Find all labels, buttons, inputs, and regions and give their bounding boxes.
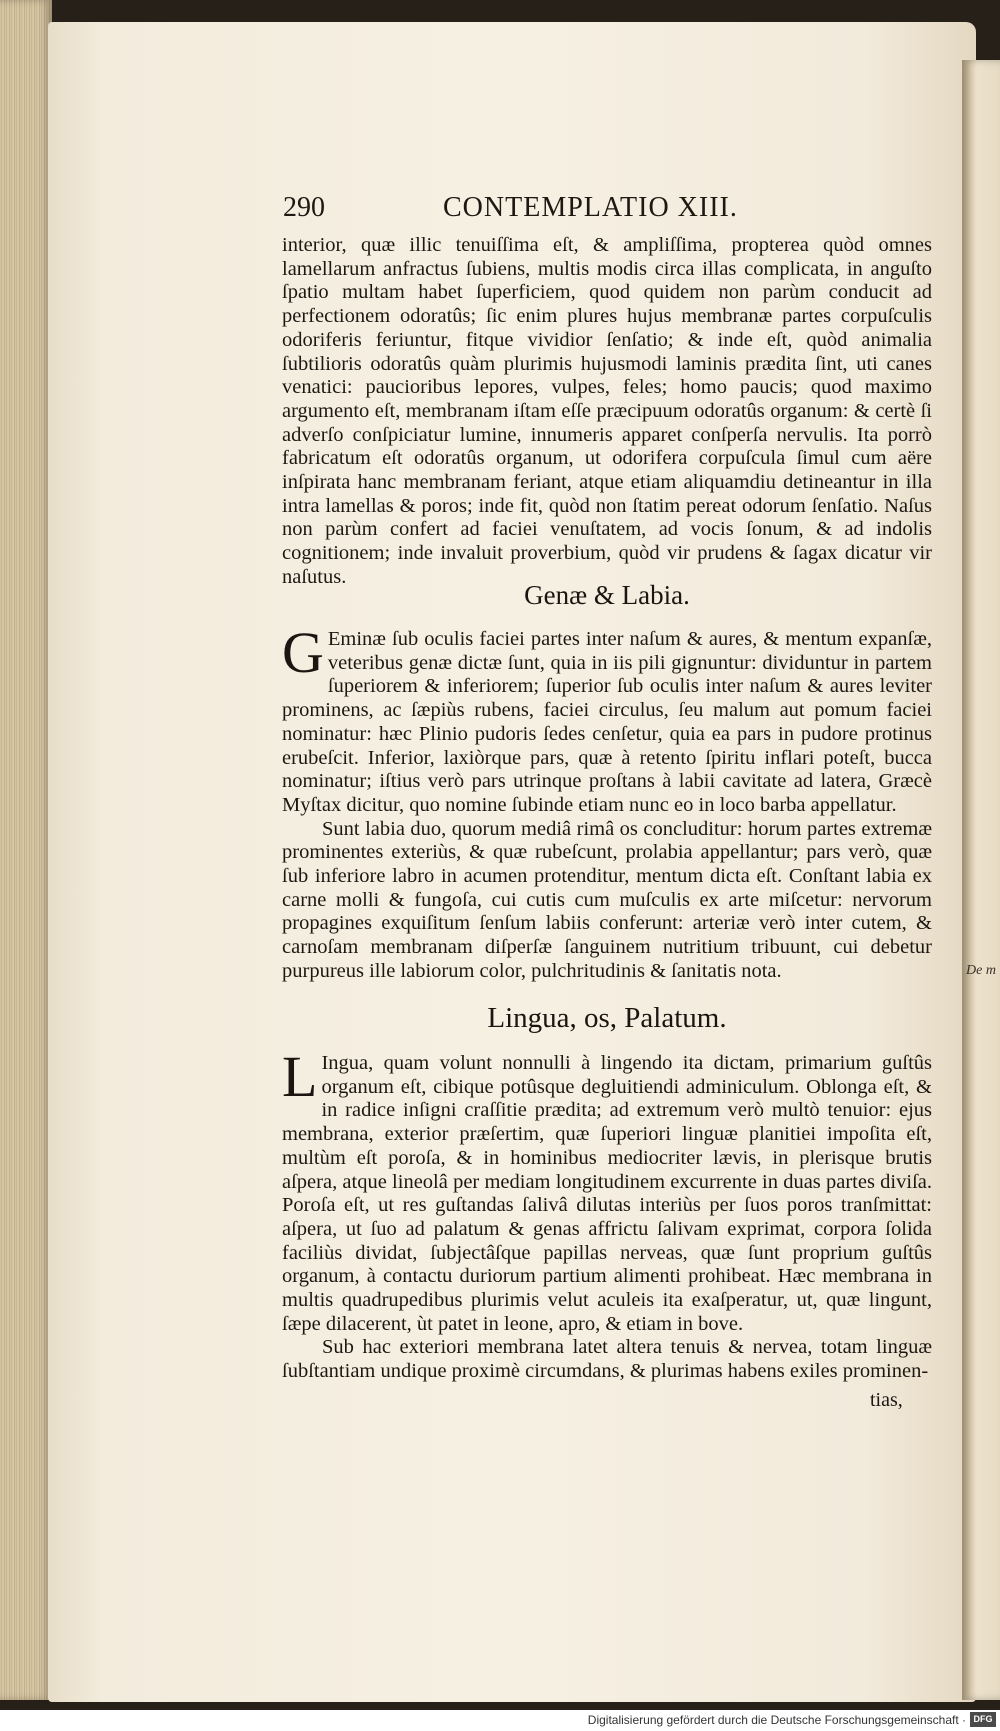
paragraph: Sunt labia duo, quorum mediâ rimâ os concluditur: horum partes extremæ prominentes exteriùs, & quæ rubeſcunt, prolabia appellantur; pars verò, quæ ſub inferiore labro in acumen protenditur, mentum dicta eſt. Conſtant labia ex carne molli & fungoſa, cui cutis cum muſculis ex arte miſcetur: nervorum propagines exquiſitum ſenſum labiis conferunt: arteriæ verò inter cutem, & carnoſam membranam diſperſæ ſanguinem nutritium tribuunt, cui debetur purpureus ille labiorum color, pulchritudinis & ſanitatis nota.	[282, 817, 932, 982]
paragraph-text: Ingua, quam volunt nonnulli à lingendo ita dictam, primarium guſtûs organum eſt, cibique potûsque degluitiendi adminiculum. Oblonga eſt, & in radice inſigni craſſitie prædita; ad extremum verò multò tenuior: ejus membrana, exterior præſertim, quæ ſuperiori linguæ planitiei impoſita eſt, multùm eſt poroſa, & in hominibus mediocriter lævis, in plerisque brutis aſpera, atque lineolâ per mediam longitudinem excurrente in duas partes diviſa. Poroſa eſt, ut res guſtandas ſalivâ dilutas interiùs per ſuos poros tranſmittat: aſpera, ut ſuo ad palatum & genas affrictu ſalivam exprimat, corpora ſolida faciliùs dividat, ſubjectâſque papillas nerveas, quæ ſunt proprium guſtûs organum, à contactu duriorum partium alimenti prohibeat. Hæc membrana in multis quadrupedibus plurimis velut aculeis ita exaſperatur, ut, quæ lingunt, ſæpe dilacerent, ùt patet in leone, apro, & etiam in bove.	[282, 1052, 932, 1335]
drop-cap: L	[282, 1044, 318, 1109]
section-heading-cheeks-lips: Genæ & Labia.	[524, 580, 690, 610]
page-number: 290	[283, 192, 325, 223]
adjacent-page-fragment: De m	[966, 963, 996, 978]
digitization-credit: Digitalisierung gefördert durch die Deutsche Forschungsgemeinschaft ·	[587, 1713, 966, 1727]
running-head	[283, 192, 933, 226]
paragraph: Sub hac exteriori membrana latet altera tenuis & nervea, totam linguæ ſubſtantiam undique proximè circumdans, & plurimas habens exiles prominen-	[282, 1336, 932, 1383]
section-heading-tongue: Lingua, os, Palatum.	[487, 1002, 727, 1034]
paragraph	[282, 620, 932, 818]
book-page-edges	[0, 0, 52, 1700]
paragraph: interior, quæ illic tenuiſſima eſt, & ampliſſima, propterea quòd omnes lamellarum anfractus ſubiens, multis modis circa illas complicata, in anguſto ſpatio multam habet ſuperficiem, quod quidem non parùm conducit ad perfectionem odoratûs; ſic enim plures hujus membranæ partes corpuſculis odoriferis feriuntur, fitque vividior ſenſatio; & inde eſt, quòd animalia ſubtilioris odoratûs quàm plurimis hujusmodi laminis prædita ſint, uti canes venatici: paucioribus lepores, vulpes, feles; homo paucis; quod maximo argumento eſt, membranam iſtam eſſe præcipuum odoratûs organum: & certè ſi adverſo conſpiciatur lumine, innumeris apparet conſperſa nervulis. Ita porrò fabricatum eſt odoratûs organum, ut odorifera corpuſcula ſimul cum aëre inſpirata hanc membranam feriant, atque etiam aliquamdiu detineantur in illa intra lamellas & poros; inde fit, quòd non ſtatim pereat odorum ſenſatio. Naſus non parùm confert ad faciei venuſtatem, ad vocis ſonum, & ad indolis cognitionem; inde invaluit proverbium, quòd vir prudens & ſagax dicatur vir naſutus.	[282, 234, 932, 588]
text-block-nose	[282, 234, 932, 590]
paragraph	[282, 1044, 932, 1336]
catchword: tias,	[870, 1389, 903, 1411]
text-block-tongue	[282, 1044, 932, 1384]
text-block-cheeks-lips	[282, 620, 932, 984]
adjacent-page-edge	[962, 60, 1000, 1700]
drop-cap: G	[282, 620, 324, 685]
dfg-logo: DFG	[970, 1712, 996, 1727]
paragraph-text: Eminæ ſub oculis faciei partes inter naſum & aures, & mentum expanſæ, veteribus genæ dictæ ſunt, quia in iis pili gignuntur: dividuntur in partem ſuperiorem & inferiorem; ſuperior ſub oculis inter naſum & aures leviter prominens, ac ſæpiùs rubens, faciei circulus, ſeu malum aut pomum faciei nominatur: hæc Plinio pudoris ſedes cenſetur, quia ea pars in pudore protinus erubeſcit. Inferior, laxiòrque pars, quæ à retento ſpiritu inflari poteſt, bucca nominatur; iſtius verò pars utrinque proſtans à labii cavitate ad latera, Græcè Myſtax dicitur, quo nomine ſubinde etiam nunc eo in loco barba appellatur.	[282, 628, 932, 816]
running-title: CONTEMPLATIO XIII.	[443, 192, 738, 223]
